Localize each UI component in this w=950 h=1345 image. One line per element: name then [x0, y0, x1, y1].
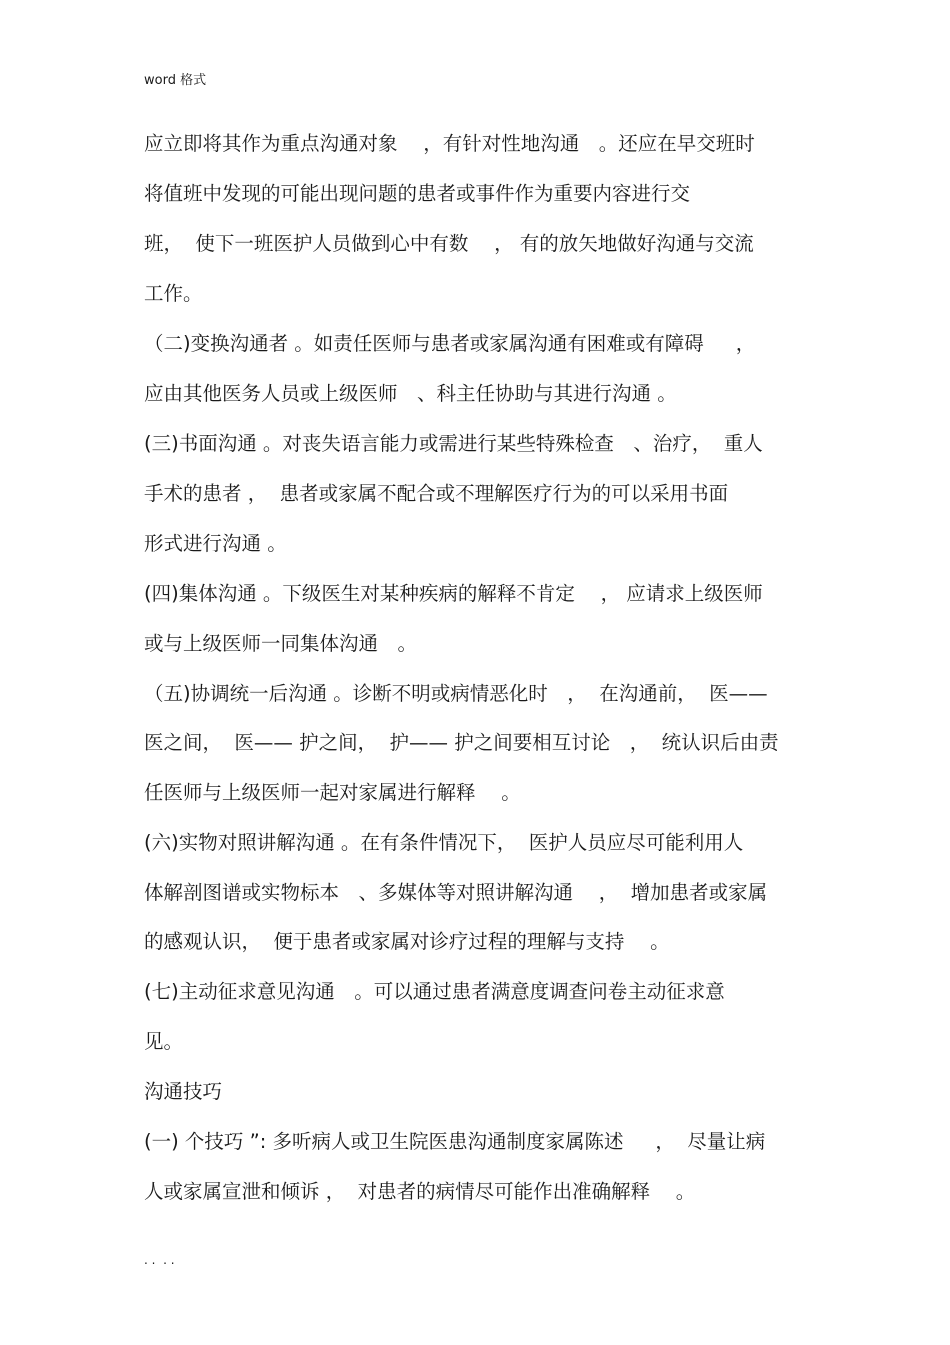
text-line: (三)书面沟通 。对丧失语言能力或需进行某些特殊检查 、治疗， 重人: [144, 432, 763, 455]
text-line: （五)协调统一后沟通 。诊断不明或病情恶化时 ， 在沟通前， 医——: [144, 682, 768, 705]
text-line: 或与上级医师一同集体沟通 。: [144, 632, 418, 655]
text-line: 工作。: [144, 282, 203, 305]
text-line: 应立即将其作为重点沟通对象 ，有针对性地沟通 。还应在早交班时: [144, 132, 755, 155]
text-line: 的感观认识， 便于患者或家属对诊疗过程的理解与支持 。: [144, 930, 670, 953]
text-line: 见。: [144, 1030, 184, 1053]
text-line: 手术的患者 ， 患者或家属不配合或不理解医疗行为的可以采用书面: [144, 482, 729, 505]
text-line: 任医师与上级医师一起对家属进行解释 。: [144, 781, 521, 804]
text-line: 人或家属宣泄和倾诉 ， 对患者的病情尽可能作出准确解释 。: [144, 1180, 696, 1203]
text-line: 将值班中发现的可能出现问题的患者或事件作为重要内容进行交: [144, 182, 691, 205]
text-line: (一) 个技巧 ”: 多听病人或卫生院医患沟通制度家属陈述 ， 尽量让病: [144, 1130, 766, 1153]
page-header: word 格式: [144, 73, 207, 88]
text-line: 体解剖图谱或实物标本 、多媒体等对照讲解沟通 ， 增加患者或家属: [144, 881, 768, 904]
text-line: (六)实物对照讲解沟通 。在有条件情况下， 医护人员应尽可能利用人: [144, 831, 744, 854]
text-line: 形式进行沟通 。: [144, 532, 287, 555]
text-line: 班， 使下一班医护人员做到心中有数 ， 有的放矢地做好沟通与交流: [144, 232, 754, 255]
text-line: (四)集体沟通 。下级医生对某种疾病的解释不肯定 ， 应请求上级医师: [144, 582, 763, 605]
text-line: (七)主动征求意见沟通 。可以通过患者满意度调查问卷主动征求意: [144, 980, 725, 1003]
text-line: 医之间， 医—— 护之间， 护—— 护之间要相互讨论 ， 统认识后由责: [144, 731, 779, 754]
page-footer: . . . .: [144, 1253, 175, 1267]
section-heading: 沟通技巧: [144, 1080, 223, 1103]
text-line: （二)变换沟通者 。如责任医师与患者或家属沟通有困难或有障碍 ，: [144, 332, 756, 355]
text-line: 应由其他医务人员或上级医师 、科主任协助与其进行沟通 。: [144, 382, 677, 405]
